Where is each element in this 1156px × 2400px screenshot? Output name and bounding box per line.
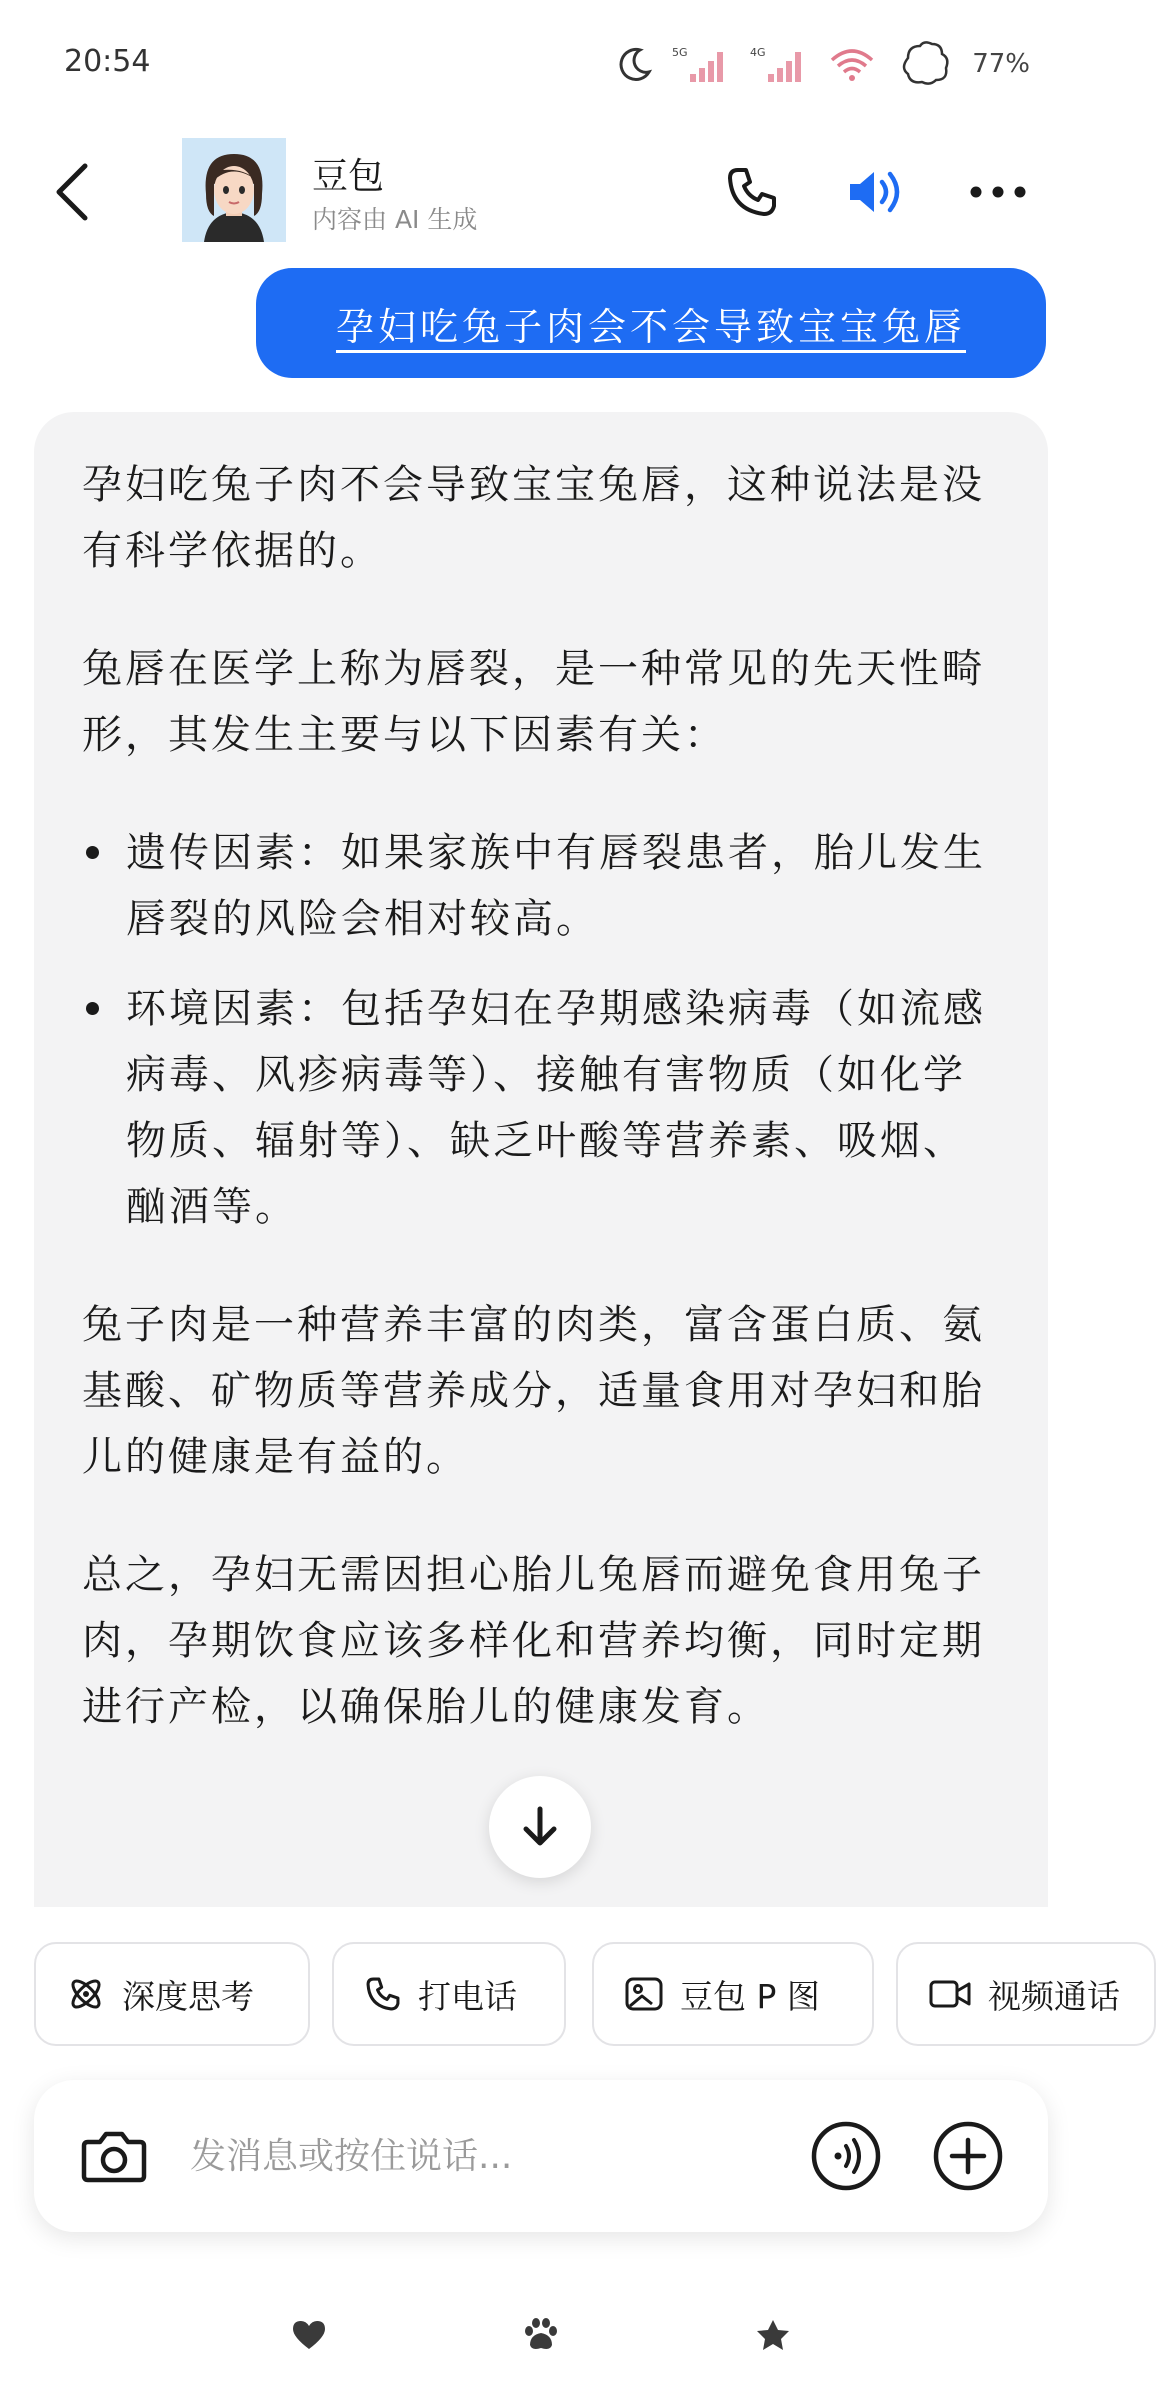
heart-icon (291, 2319, 327, 2351)
battery-icon (894, 38, 954, 90)
chevron-left-icon (49, 160, 93, 224)
answer-paragraph-2: 兔唇在医学上称为唇裂，是一种常见的先天性畸形，其发生主要与以下因素有关： (82, 646, 985, 758)
quick-action-chips (34, 1942, 1120, 2046)
status-bar (0, 0, 1080, 130)
add-button[interactable] (928, 2116, 1008, 2196)
image-edit-icon (624, 1974, 664, 2014)
more-button[interactable] (958, 152, 1038, 232)
user-message-bubble[interactable] (256, 268, 1046, 378)
answer-bullet: 环境因素：包括孕妇在孕期感染病毒（如流感病毒、风疹病毒等）、接触有害物质（如化学物质、辐射等）、缺乏叶酸等营养素、吸烟、酗酒等。 (82, 976, 1004, 1240)
answer-bullet-list (82, 820, 1004, 1240)
assistant-message-bubble (34, 412, 1048, 1907)
atom-icon (66, 1974, 106, 2014)
voice-wave-icon (810, 2120, 882, 2192)
moon-icon (616, 45, 654, 83)
wifi-icon (828, 44, 876, 84)
call-button[interactable] (712, 152, 792, 232)
message-input[interactable] (190, 2126, 810, 2186)
camera-button[interactable] (74, 2116, 154, 2196)
answer-paragraph-3: 兔子肉是一种营养丰富的肉类，富含蛋白质、氨基酸、矿物质等营养成分，适量食用对孕妇和胎儿的健康是有益的。 (82, 1302, 985, 1480)
signal-5g-icon (672, 44, 732, 84)
chip-phone-call[interactable] (332, 1942, 566, 2046)
signal-4g-icon (750, 44, 810, 84)
status-time: 20:54 (64, 44, 151, 79)
speaker-icon (844, 164, 908, 220)
chip-video-call[interactable] (896, 1942, 1156, 2046)
nav-heart[interactable] (284, 2310, 334, 2360)
signal-4g-label: 4G (750, 46, 766, 59)
phone-icon (724, 164, 780, 220)
chip-label: 豆包 P 图 (680, 1976, 820, 2016)
bottom-navigation (0, 2290, 1080, 2380)
signal-5g-label: 5G (672, 46, 688, 59)
arrow-down-icon (520, 1805, 560, 1849)
answer-bullet: 遗传因素：如果家族中有唇裂患者，胎儿发生唇裂的风险会相对较高。 (82, 820, 1004, 952)
phone-icon (364, 1975, 402, 2013)
chip-label: 深度思考 (122, 1976, 254, 2016)
scroll-to-bottom-button[interactable] (489, 1776, 591, 1878)
ai-generated-notice: 内容由 AI 生成 (312, 205, 478, 234)
nav-paw[interactable] (516, 2310, 566, 2360)
chat-header (0, 130, 1080, 260)
bot-avatar-icon (182, 138, 286, 242)
chip-image-edit[interactable] (592, 1942, 874, 2046)
bot-name: 豆包 (312, 156, 385, 197)
message-input-bar (34, 2080, 1048, 2232)
video-icon (928, 1976, 972, 2012)
answer-paragraph-1: 孕妇吃兔子肉不会导致宝宝兔唇，这种说法是没有科学依据的。 (82, 462, 985, 574)
avatar[interactable] (182, 138, 286, 242)
speaker-button[interactable] (836, 152, 916, 232)
more-dots-icon (968, 182, 1028, 202)
chip-label: 视频通话 (988, 1976, 1120, 2016)
plus-circle-icon (932, 2120, 1004, 2192)
nav-star[interactable] (748, 2310, 798, 2360)
battery-level: 77% (972, 49, 1030, 79)
star-icon (755, 2318, 791, 2352)
paw-icon (522, 2317, 560, 2353)
status-icons (616, 36, 1030, 92)
answer-paragraph-4: 总之，孕妇无需因担心胎儿兔唇而避免食用兔子肉，孕期饮食应该多样化和营养均衡，同时定期进行产检，以确保胎儿的健康发育。 (82, 1552, 985, 1730)
chip-label: 打电话 (418, 1976, 517, 2016)
user-message-text: 孕妇吃兔子肉会不会导致宝宝兔唇 (335, 304, 966, 349)
chip-deep-thinking[interactable] (34, 1942, 310, 2046)
camera-icon (80, 2126, 148, 2186)
voice-button[interactable] (806, 2116, 886, 2196)
back-button[interactable] (36, 152, 106, 232)
